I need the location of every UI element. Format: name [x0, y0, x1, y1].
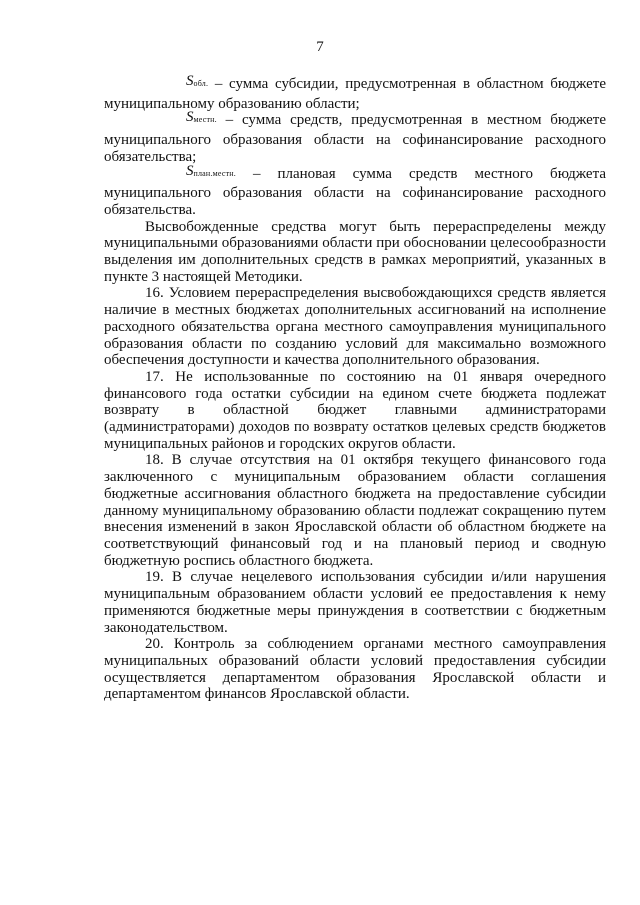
paragraph-20: 20. Контроль за соблюдением органами местного самоуправления муниципальных образований области условий предоставления субсидии осуществляется департаментом образования Ярославской области и департаментом финансов Ярославской области. [104, 636, 606, 703]
definition-s-mestn [104, 109, 606, 165]
document-body [104, 73, 606, 703]
definition-s-obl [104, 73, 606, 112]
paragraph-17: 17. Не использованные по состоянию на 01 января очередного финансового года остатки субсидии на едином счете бюджета подлежат возврату в областной бюджет главными администраторами (администраторами) доходов по возврату остатков целевых средств бюджетов муниципальных районов и городских округов области. [104, 368, 606, 452]
formula-subscript: план.местн. [193, 168, 236, 178]
formula-subscript: обл. [193, 79, 209, 88]
paragraph-redistribution: Высвобожденные средства могут быть перераспределены между муниципальными образованиями области при обосновании целесообразности выделения им дополнительных средств в рамках мероприятий, указанных в пункте 3 настоящей Методики. [104, 218, 606, 285]
formula-subscript: местн. [193, 115, 217, 125]
definition-text: – сумма средств, предусмотренная в местном бюджете муниципального образования области на софинансирование расходного обязательства; [104, 112, 606, 165]
definition-text: – сумма субсидии, предусмотренная в областном бюджете муниципальному образованию области; [104, 76, 606, 112]
definition-s-plan-mestn [104, 162, 606, 219]
page-number: 7 [316, 39, 324, 55]
formula-symbol: $S_{обл.}$ [186, 73, 209, 89]
paragraph-18: 18. В случае отсутствия на 01 октября текущего финансового года заключенного с муниципальным образованием области соглашения бюджетные ассигнования областного бюджета на предоставление субсидии данному муниципальному образованию области подлежат сокращению путем внесения изменений в закон Ярославской области об областном бюджете на соответствующий финансовый год и на плановый период и сводную бюджетную роспись областного бюджета. [104, 452, 606, 569]
formula-symbol: $S_{план.местн.}$ [186, 162, 236, 179]
paragraph-19: 19. В случае нецелевого использования субсидии и/или нарушения муниципальным образованием области условий ее предоставления к нему применяются бюджетные меры принуждения в соответствии с бюджетным законодательством. [104, 569, 606, 636]
definition-text: – плановая сумма средств местного бюджета муниципального образования области на софинансирование расходного обязательства. [104, 165, 606, 218]
formula-symbol: $S_{местн.}$ [186, 109, 217, 126]
paragraph-16: 16. Условием перераспределения высвобождающихся средств является наличие в местных бюджетах дополнительных ассигнований на исполнение расходного обязательства органа местного самоуправления муниципального образования области по созданию условий для максимально возможного обеспечения доступности и качества дополнительного образования. [104, 285, 606, 369]
